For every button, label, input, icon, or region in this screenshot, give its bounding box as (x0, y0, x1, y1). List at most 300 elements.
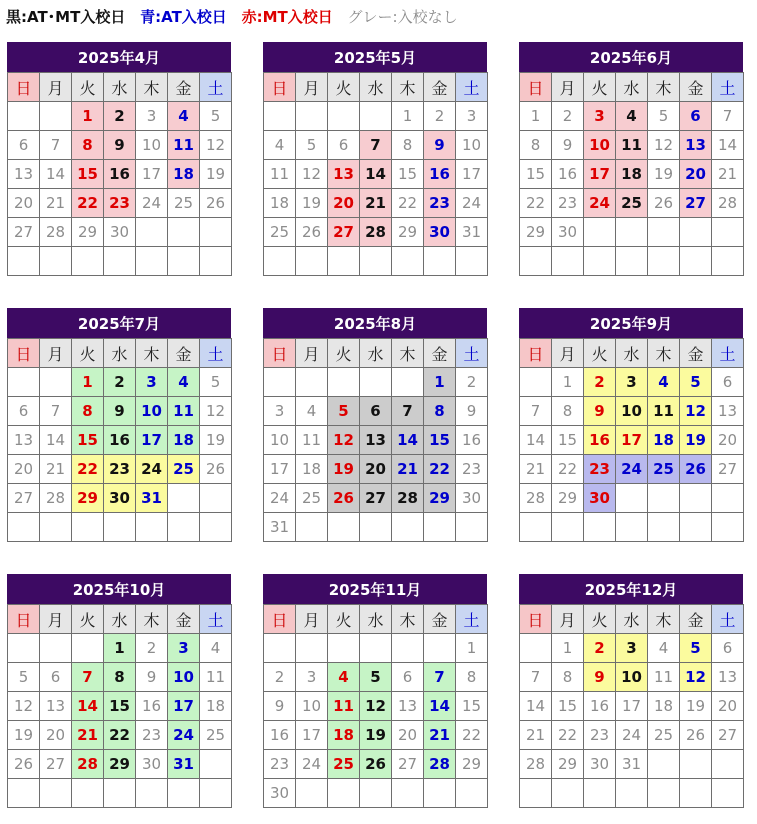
week-row (8, 455, 232, 484)
day-cell: 28 (40, 218, 72, 247)
day-cell: 22 (104, 721, 136, 750)
day-cell: 8 (520, 131, 552, 160)
month-title: 2025年11月 (263, 574, 487, 604)
weekday-header-row (520, 339, 744, 368)
empty-cell (72, 247, 104, 276)
day-cell: 3 (616, 634, 648, 663)
weekday-label: 土 (456, 605, 488, 634)
day-cell: 17 (136, 160, 168, 189)
month-title: 2025年8月 (263, 308, 487, 338)
day-cell: 22 (72, 189, 104, 218)
day-cell: 4 (648, 368, 680, 397)
month-table (7, 72, 232, 276)
weekday-label: 水 (360, 339, 392, 368)
empty-cell (136, 513, 168, 542)
week-row (520, 484, 744, 513)
empty-cell (424, 513, 456, 542)
week-row (8, 484, 232, 513)
day-cell: 8 (552, 663, 584, 692)
day-cell: 29 (552, 750, 584, 779)
day-cell: 12 (680, 397, 712, 426)
week-row (264, 426, 488, 455)
day-cell: 28 (72, 750, 104, 779)
day-cell: 13 (712, 663, 744, 692)
empty-cell (360, 634, 392, 663)
day-cell: 3 (136, 102, 168, 131)
day-cell: 19 (680, 426, 712, 455)
weekday-label: 木 (392, 605, 424, 634)
week-row (8, 513, 232, 542)
day-cell: 25 (168, 189, 200, 218)
day-cell: 3 (168, 634, 200, 663)
legend (6, 6, 468, 28)
day-cell: 14 (40, 426, 72, 455)
weekday-label: 日 (520, 339, 552, 368)
week-row (264, 721, 488, 750)
empty-cell (584, 247, 616, 276)
month-title: 2025年4月 (7, 42, 231, 72)
day-cell: 14 (392, 426, 424, 455)
weekday-label: 金 (168, 339, 200, 368)
day-cell: 5 (680, 368, 712, 397)
day-cell: 11 (264, 160, 296, 189)
day-cell: 26 (648, 189, 680, 218)
week-row (520, 131, 744, 160)
day-cell: 31 (616, 750, 648, 779)
day-cell: 26 (8, 750, 40, 779)
day-cell: 5 (648, 102, 680, 131)
day-cell: 18 (296, 455, 328, 484)
day-cell: 2 (552, 102, 584, 131)
empty-cell (648, 779, 680, 808)
weekday-header-row (264, 73, 488, 102)
weekday-label: 月 (552, 339, 584, 368)
day-cell: 26 (680, 455, 712, 484)
day-cell: 19 (200, 426, 232, 455)
empty-cell (328, 102, 360, 131)
week-row (520, 218, 744, 247)
weekday-label: 水 (360, 73, 392, 102)
day-cell: 27 (712, 455, 744, 484)
empty-cell (168, 484, 200, 513)
empty-cell (328, 247, 360, 276)
day-cell: 24 (296, 750, 328, 779)
day-cell: 22 (424, 455, 456, 484)
empty-cell (40, 513, 72, 542)
week-row (8, 189, 232, 218)
day-cell: 30 (456, 484, 488, 513)
day-cell: 25 (616, 189, 648, 218)
weekday-label: 木 (136, 605, 168, 634)
day-cell: 3 (264, 397, 296, 426)
empty-cell (40, 368, 72, 397)
day-cell: 6 (328, 131, 360, 160)
day-cell: 17 (296, 721, 328, 750)
month-title: 2025年12月 (519, 574, 743, 604)
day-cell: 30 (264, 779, 296, 808)
day-cell: 9 (456, 397, 488, 426)
day-cell: 7 (40, 131, 72, 160)
empty-cell (72, 513, 104, 542)
week-row (8, 247, 232, 276)
empty-cell (40, 779, 72, 808)
day-cell: 11 (200, 663, 232, 692)
weekday-label: 火 (328, 605, 360, 634)
day-cell: 22 (552, 455, 584, 484)
day-cell: 1 (456, 634, 488, 663)
empty-cell (264, 634, 296, 663)
day-cell: 20 (40, 721, 72, 750)
weekday-label: 水 (616, 73, 648, 102)
weekday-label: 金 (168, 605, 200, 634)
empty-cell (168, 247, 200, 276)
day-cell: 22 (72, 455, 104, 484)
day-cell: 7 (424, 663, 456, 692)
empty-cell (40, 247, 72, 276)
day-cell: 23 (136, 721, 168, 750)
weekday-label: 金 (424, 73, 456, 102)
empty-cell (296, 513, 328, 542)
empty-cell (40, 102, 72, 131)
empty-cell (360, 102, 392, 131)
day-cell: 25 (200, 721, 232, 750)
day-cell: 15 (392, 160, 424, 189)
day-cell: 29 (392, 218, 424, 247)
month-table (7, 338, 232, 542)
empty-cell (616, 779, 648, 808)
day-cell: 14 (40, 160, 72, 189)
day-cell: 12 (328, 426, 360, 455)
day-cell: 8 (72, 397, 104, 426)
empty-cell (360, 513, 392, 542)
day-cell: 19 (360, 721, 392, 750)
day-cell: 21 (40, 189, 72, 218)
day-cell: 1 (392, 102, 424, 131)
empty-cell (8, 513, 40, 542)
day-cell: 19 (8, 721, 40, 750)
empty-cell (712, 247, 744, 276)
day-cell: 7 (520, 397, 552, 426)
day-cell: 12 (8, 692, 40, 721)
day-cell: 28 (520, 750, 552, 779)
day-cell: 11 (296, 426, 328, 455)
month-calendar (263, 574, 487, 808)
day-cell: 12 (200, 131, 232, 160)
weekday-label: 火 (72, 605, 104, 634)
day-cell: 5 (296, 131, 328, 160)
day-cell: 1 (72, 368, 104, 397)
weekday-label: 木 (136, 339, 168, 368)
day-cell: 2 (584, 634, 616, 663)
day-cell: 25 (648, 455, 680, 484)
day-cell: 27 (40, 750, 72, 779)
weekday-label: 火 (328, 73, 360, 102)
weekday-header-row (264, 339, 488, 368)
empty-cell (200, 513, 232, 542)
weekday-label: 水 (360, 605, 392, 634)
empty-cell (168, 779, 200, 808)
day-cell: 13 (40, 692, 72, 721)
month-table (519, 604, 744, 808)
week-row (520, 455, 744, 484)
day-cell: 14 (712, 131, 744, 160)
weekday-label: 火 (584, 73, 616, 102)
week-row (264, 750, 488, 779)
day-cell: 25 (328, 750, 360, 779)
day-cell: 21 (712, 160, 744, 189)
day-cell: 28 (712, 189, 744, 218)
weekday-label: 日 (264, 339, 296, 368)
week-row (520, 750, 744, 779)
week-row (520, 692, 744, 721)
weekday-label: 火 (72, 73, 104, 102)
day-cell: 9 (552, 131, 584, 160)
day-cell: 11 (616, 131, 648, 160)
week-row (8, 102, 232, 131)
day-cell: 21 (520, 455, 552, 484)
empty-cell (296, 102, 328, 131)
empty-cell (520, 779, 552, 808)
day-cell: 5 (360, 663, 392, 692)
day-cell: 31 (456, 218, 488, 247)
day-cell: 3 (584, 102, 616, 131)
day-cell: 5 (328, 397, 360, 426)
day-cell: 23 (584, 455, 616, 484)
day-cell: 4 (200, 634, 232, 663)
day-cell: 24 (456, 189, 488, 218)
day-cell: 9 (136, 663, 168, 692)
day-cell: 27 (328, 218, 360, 247)
empty-cell (8, 634, 40, 663)
weekday-label: 日 (264, 605, 296, 634)
empty-cell (680, 218, 712, 247)
day-cell: 27 (360, 484, 392, 513)
day-cell: 21 (72, 721, 104, 750)
week-row (264, 397, 488, 426)
day-cell: 25 (168, 455, 200, 484)
day-cell: 22 (552, 721, 584, 750)
weekday-label: 土 (456, 339, 488, 368)
empty-cell (8, 779, 40, 808)
day-cell: 10 (584, 131, 616, 160)
day-cell: 16 (104, 160, 136, 189)
month-calendar (263, 42, 487, 276)
day-cell: 9 (104, 131, 136, 160)
day-cell: 19 (296, 189, 328, 218)
empty-cell (424, 247, 456, 276)
weekday-label: 月 (40, 605, 72, 634)
day-cell: 20 (8, 455, 40, 484)
weekday-label: 月 (296, 73, 328, 102)
empty-cell (616, 247, 648, 276)
day-cell: 29 (104, 750, 136, 779)
week-row (8, 663, 232, 692)
weekday-label: 木 (392, 73, 424, 102)
week-row (8, 218, 232, 247)
empty-cell (552, 247, 584, 276)
empty-cell (360, 779, 392, 808)
day-cell: 16 (584, 692, 616, 721)
empty-cell (584, 779, 616, 808)
empty-cell (584, 218, 616, 247)
weekday-label: 水 (104, 339, 136, 368)
day-cell: 16 (424, 160, 456, 189)
day-cell: 8 (552, 397, 584, 426)
day-cell: 21 (360, 189, 392, 218)
day-cell: 24 (168, 721, 200, 750)
day-cell: 2 (104, 102, 136, 131)
day-cell: 22 (520, 189, 552, 218)
day-cell: 13 (8, 426, 40, 455)
empty-cell (360, 368, 392, 397)
day-cell: 29 (72, 484, 104, 513)
day-cell: 9 (584, 397, 616, 426)
weekday-label: 土 (200, 339, 232, 368)
week-row (264, 779, 488, 808)
day-cell: 15 (456, 692, 488, 721)
empty-cell (104, 513, 136, 542)
empty-cell (616, 218, 648, 247)
day-cell: 24 (136, 189, 168, 218)
day-cell: 2 (104, 368, 136, 397)
day-cell: 24 (136, 455, 168, 484)
empty-cell (680, 779, 712, 808)
empty-cell (680, 750, 712, 779)
empty-cell (648, 484, 680, 513)
weekday-label: 金 (680, 339, 712, 368)
month-calendar (7, 42, 231, 276)
week-row (264, 634, 488, 663)
week-row (8, 721, 232, 750)
day-cell: 13 (360, 426, 392, 455)
day-cell: 8 (104, 663, 136, 692)
month-table (7, 604, 232, 808)
weekday-label: 金 (680, 605, 712, 634)
day-cell: 18 (168, 426, 200, 455)
day-cell: 6 (392, 663, 424, 692)
week-row (520, 634, 744, 663)
day-cell: 18 (648, 692, 680, 721)
empty-cell (712, 218, 744, 247)
empty-cell (8, 102, 40, 131)
day-cell: 20 (712, 426, 744, 455)
day-cell: 1 (552, 634, 584, 663)
day-cell: 11 (328, 692, 360, 721)
week-row (520, 160, 744, 189)
empty-cell (392, 634, 424, 663)
weekday-label: 月 (296, 605, 328, 634)
day-cell: 19 (328, 455, 360, 484)
day-cell: 12 (296, 160, 328, 189)
weekday-label: 水 (616, 339, 648, 368)
empty-cell (424, 779, 456, 808)
day-cell: 1 (424, 368, 456, 397)
weekday-label: 月 (40, 73, 72, 102)
day-cell: 27 (8, 484, 40, 513)
day-cell: 25 (296, 484, 328, 513)
empty-cell (712, 779, 744, 808)
day-cell: 5 (8, 663, 40, 692)
day-cell: 30 (552, 218, 584, 247)
week-row (264, 247, 488, 276)
empty-cell (680, 513, 712, 542)
day-cell: 3 (136, 368, 168, 397)
week-row (8, 160, 232, 189)
empty-cell (328, 779, 360, 808)
day-cell: 5 (200, 102, 232, 131)
day-cell: 1 (552, 368, 584, 397)
empty-cell (712, 513, 744, 542)
day-cell: 17 (584, 160, 616, 189)
empty-cell (264, 247, 296, 276)
day-cell: 21 (520, 721, 552, 750)
week-row (8, 692, 232, 721)
week-row (8, 426, 232, 455)
day-cell: 29 (424, 484, 456, 513)
weekday-label: 金 (168, 73, 200, 102)
week-row (264, 692, 488, 721)
week-row (8, 131, 232, 160)
day-cell: 1 (104, 634, 136, 663)
weekday-label: 火 (72, 339, 104, 368)
day-cell: 23 (584, 721, 616, 750)
day-cell: 22 (456, 721, 488, 750)
day-cell: 7 (520, 663, 552, 692)
empty-cell (168, 218, 200, 247)
day-cell: 24 (584, 189, 616, 218)
weekday-label: 土 (712, 73, 744, 102)
empty-cell (520, 368, 552, 397)
empty-cell (520, 513, 552, 542)
empty-cell (680, 484, 712, 513)
day-cell: 23 (552, 189, 584, 218)
day-cell: 20 (328, 189, 360, 218)
day-cell: 4 (616, 102, 648, 131)
month-title: 2025年10月 (7, 574, 231, 604)
day-cell: 23 (264, 750, 296, 779)
day-cell: 26 (200, 455, 232, 484)
week-row (520, 426, 744, 455)
week-row (264, 484, 488, 513)
day-cell: 25 (648, 721, 680, 750)
day-cell: 26 (680, 721, 712, 750)
day-cell: 24 (616, 455, 648, 484)
day-cell: 3 (456, 102, 488, 131)
week-row (520, 663, 744, 692)
day-cell: 17 (168, 692, 200, 721)
day-cell: 10 (136, 131, 168, 160)
day-cell: 10 (296, 692, 328, 721)
day-cell: 14 (72, 692, 104, 721)
day-cell: 6 (8, 131, 40, 160)
day-cell: 27 (392, 750, 424, 779)
empty-cell (8, 247, 40, 276)
empty-cell (712, 750, 744, 779)
day-cell: 7 (40, 397, 72, 426)
day-cell: 24 (616, 721, 648, 750)
day-cell: 3 (296, 663, 328, 692)
day-cell: 28 (40, 484, 72, 513)
day-cell: 7 (72, 663, 104, 692)
day-cell: 12 (648, 131, 680, 160)
day-cell: 2 (264, 663, 296, 692)
day-cell: 18 (264, 189, 296, 218)
day-cell: 9 (104, 397, 136, 426)
day-cell: 16 (264, 721, 296, 750)
week-row (8, 368, 232, 397)
day-cell: 9 (584, 663, 616, 692)
empty-cell (200, 779, 232, 808)
